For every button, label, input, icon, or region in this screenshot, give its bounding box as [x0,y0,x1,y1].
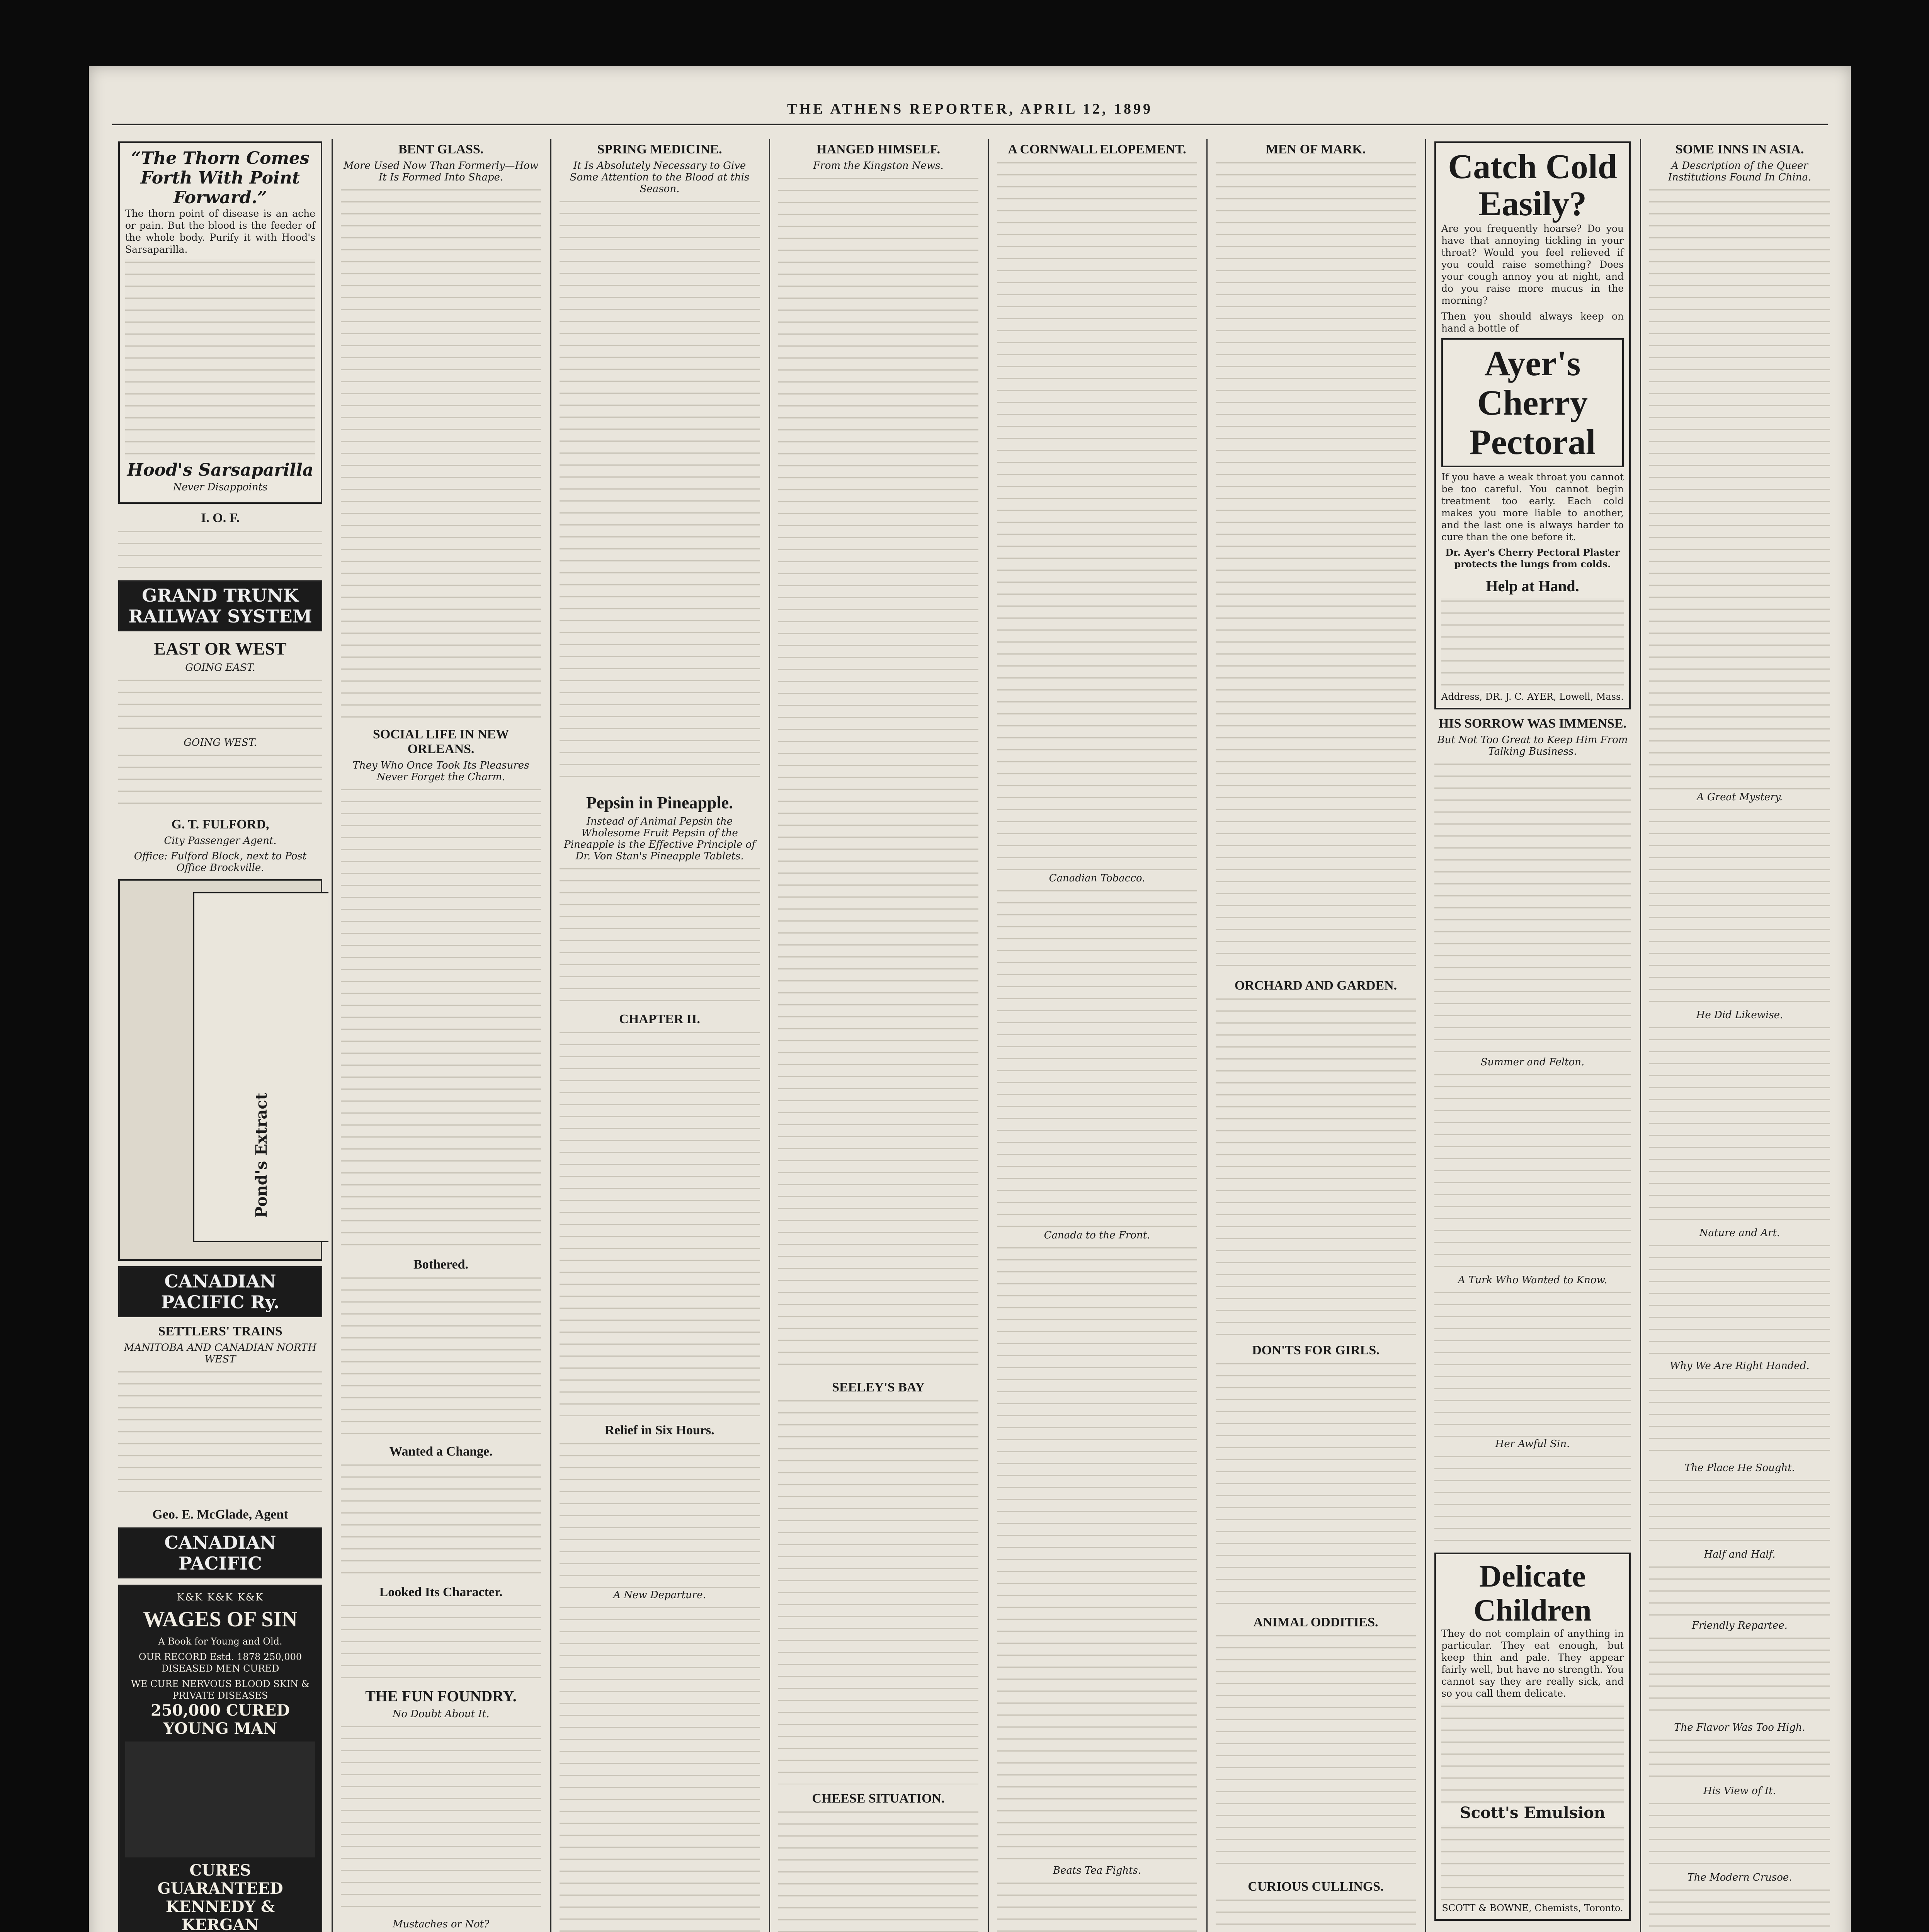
flavor-body [1649,1737,1830,1784]
bent-glass-sub: More Used Now Than Formerly—How It Is Formed Into Shape. [343,160,539,183]
no-doubt-body [341,1724,541,1917]
repartee-head: Friendly Repartee. [1692,1620,1788,1631]
summer-felton-body [1434,1072,1631,1273]
hanged-himself-sub: From the Kingston News. [813,160,944,172]
canadian-pacific-banner: CANADIAN PACIFIC Ry. [118,1266,322,1317]
column-6 [1209,135,1422,1932]
hanged-himself-body [778,175,978,1373]
ponds-label: Pond's Extract [252,1092,270,1218]
rule-1 [332,139,333,1932]
his-view-head: His View of It. [1703,1785,1776,1797]
his-view-body [1649,1801,1830,1870]
right-handed-body [1649,1376,1830,1461]
ayers-address: Address, DR. J. C. AYER, Lowell, Mass. [1441,691,1624,702]
canadian-pacific-banner-2: CANADIAN PACIFIC [118,1527,322,1578]
hanged-himself-head: HANGED HIMSELF. [817,142,940,156]
delicate-text: They do not complain of anything in particular. They eat enough, but keep thin and pale. They appear fairly well, but have no strength. You cannot say they are really sick, and so you call them delicate. [1441,1628,1624,1699]
nature-art-head: Nature and Art. [1699,1227,1780,1239]
east-or-west: EAST OR WEST [154,639,287,658]
column-5 [991,135,1203,1932]
rule-2 [550,139,551,1932]
cornwall-body [997,160,1197,871]
settlers-body [118,1369,322,1500]
column-1 [112,135,328,1932]
ayers-text: If you have a weak throat you cannot be too careful. You cannot begin treatment too early. Each cold makes you more liable to another, and the last one is always harder to cure than the one before it. [1441,471,1624,543]
scotts-logo: Scott's Emulsion [1460,1804,1606,1822]
book-line: A Book for Young and Old. [158,1636,282,1647]
looked-character-body [341,1603,541,1680]
settlers-ad [118,1324,322,1522]
did-likewise-head: He Did Likewise. [1696,1009,1783,1021]
crusoe-head: The Modern Crusoe. [1687,1872,1792,1883]
curious-cullings-head: CURIOUS CULLINGS. [1248,1879,1384,1894]
relief-body [560,1441,760,1588]
ayers-ad [1434,141,1631,709]
rule-4 [988,139,989,1932]
newspaper-page [89,66,1851,1932]
tea-fights-body [997,1880,1197,1932]
spring-medicine-body [560,199,760,786]
awful-sin-head: Her Awful Sin. [1495,1438,1570,1450]
new-departure-body [560,1605,760,1932]
wanted-change-head: Wanted a Change. [389,1444,493,1459]
sorrow-sub: But Not Too Great to Keep Him From Talking Business. [1437,734,1628,757]
catch-cold-question: Then you should always keep on hand a bottle of [1441,311,1624,334]
canada-front-body [997,1245,1197,1863]
kennedy-name: KENNEDY & KERGAN [165,1898,275,1932]
wages-of-sin: WAGES OF SIN [143,1607,298,1631]
bent-glass-body [341,187,541,720]
west-times [118,752,322,810]
cured-count: 250,000 CURED [151,1701,290,1719]
tobacco-head: Canadian Tobacco. [1049,872,1145,884]
sorrow-head: HIS SORROW WAS IMMENSE. [1438,716,1627,731]
great-mystery-head: A Great Mystery. [1696,791,1783,803]
hoods-intro: The thorn point of disease is an ache or pain. But the blood is the feeder of the whole body. Purify it with Hood's Sarsaparilla. [125,208,315,255]
seeleys-bay-body [778,1398,978,1784]
pepsin-sub: Instead of Animal Pepsin the Wholesome Fruit Pepsin of the Pineapple is the Effective Principle of Dr. Von Stan's Pineapple Tablets. [564,816,755,862]
help-body [1441,598,1624,691]
crusoe-body [1649,1887,1830,1932]
no-doubt-head: No Doubt About It. [392,1708,490,1720]
going-east: GOING EAST. [185,662,255,673]
new-orleans-body [341,787,541,1250]
page-header: THE ATHENS REPORTER, APRIL 12, 1899 [787,101,1153,117]
donts-head: DON'TS FOR GIRLS. [1252,1343,1380,1357]
rule-7 [1640,139,1641,1932]
canada-front-head: Canada to the Front. [1044,1230,1150,1241]
cornwall-head: A CORNWALL ELOPEMENT. [1008,142,1186,156]
animal-oddities-body [1216,1633,1416,1872]
going-west: GOING WEST. [184,737,257,748]
grand-trunk-banner: GRAND TRUNK RAILWAY SYSTEM [118,580,322,631]
relief-head: Relief in Six Hours. [605,1423,714,1437]
cures-guaranteed: CURES GUARANTEED [157,1861,283,1898]
great-mystery-body [1649,807,1830,1008]
scotts-body [1441,1703,1624,1804]
bothered-head: Bothered. [413,1257,468,1272]
we-cure-box: WE CURE NERVOUS BLOOD SKIN & PRIVATE DISEASES [131,1679,310,1701]
inns-asia-sub: A Description of the Queer Institutions Found In China. [1668,160,1812,183]
flavor-head: The Flavor Was Too High. [1674,1722,1805,1733]
header-rule [112,124,1828,125]
chapter-ii-head: CHAPTER II. [619,1012,700,1026]
ponds-extract-ad [118,879,322,1261]
catch-cold-headline: Catch Cold Easily? [1448,148,1617,223]
turk-body [1434,1290,1631,1437]
did-likewise-body [1649,1025,1830,1226]
men-of-mark-body [1216,160,1416,971]
mustaches-head: Mustaches or Not? [392,1918,490,1930]
place-sought-body [1649,1478,1830,1547]
new-departure-head: A New Departure. [613,1589,706,1601]
nature-art-body [1649,1243,1830,1359]
half-half-body [1649,1564,1830,1618]
bent-glass-head: BENT GLASS. [398,142,484,156]
settlers-trains: SETTLERS' TRAINS [158,1324,282,1338]
cheese-body [778,1809,978,1932]
hoods-headline: “The Thorn Comes Forth With Point Forward.” [131,148,310,207]
sorrow-body [1434,761,1631,1055]
hoods-body [125,259,315,460]
pepsin-body [560,866,760,1005]
spring-medicine-sub: It Is Absolutely Necessary to Give Some Attention to the Blood at this Season. [570,160,750,195]
bothered-body [341,1275,541,1437]
east-times [118,677,322,735]
men-of-mark-head: MEN OF MARK. [1266,142,1366,156]
pepsin-head: Pepsin in Pineapple. [586,793,733,812]
ponds-bottle [193,892,328,1242]
column-8 [1643,135,1836,1932]
repartee-body [1649,1635,1830,1720]
iof-body [118,529,322,575]
scotts-body-2 [1441,1825,1624,1902]
young-man: YOUNG MAN [163,1719,277,1738]
inns-asia-body [1649,187,1830,790]
new-orleans-head: SOCIAL LIFE IN NEW ORLEANS. [373,727,509,756]
right-handed-head: Why We Are Right Handed. [1670,1360,1810,1372]
place-sought-head: The Place He Sought. [1684,1462,1795,1474]
fun-foundry-head: THE FUN FOUNDRY. [365,1687,517,1705]
help-at-hand: Help at Hand. [1486,577,1579,595]
ayers-logo: Ayer's Cherry Pectoral [1441,338,1624,467]
rule-3 [769,139,770,1932]
half-half-head: Half and Half. [1704,1549,1776,1560]
kennedy-kergan-ad [118,1585,322,1932]
cheese-head: CHEESE SITUATION. [812,1791,945,1806]
mcglade-agent: Geo. E. McGlade, Agent [152,1507,288,1522]
hoods-logo: Hood's Sarsaparilla [127,460,314,480]
column-7 [1428,135,1637,1932]
record-box: OUR RECORD Estd. 1878 250,000 DISEASED MEN CURED [138,1651,302,1674]
column-2 [335,135,547,1932]
scotts-address: SCOTT & BOWNE, Chemists, Toronto. [1442,1903,1623,1913]
awful-sin-body [1434,1454,1631,1546]
curious-cullings-body [1216,1897,1416,1932]
agent-title: City Passenger Agent. [164,835,277,847]
new-orleans-sub: They Who Once Took Its Pleasures Never Forget the Charm. [352,760,529,783]
kk-border: K&K K&K K&K [177,1592,264,1603]
tobacco-body [997,888,1197,1228]
column-3 [553,135,766,1932]
delicate-children: Delicate Children [1473,1560,1592,1628]
tea-fights-head: Beats Tea Fights. [1053,1865,1141,1876]
wanted-change-body [341,1462,541,1578]
turk-head: A Turk Who Wanted to Know. [1458,1274,1608,1286]
hoods-ad [118,141,322,504]
agent-office: Office: Fulford Block, next to Post Office Brockville. [134,850,307,874]
looked-character-head: Looked Its Character. [379,1585,503,1599]
kk-body [125,1742,315,1857]
hoods-tagline: Never Disappoints [173,481,268,493]
rule-6 [1425,139,1426,1932]
manitoba: MANITOBA AND CANADIAN NORTH WEST [124,1342,317,1365]
rule-5 [1206,139,1208,1932]
animal-oddities-head: ANIMAL ODDITIES. [1253,1615,1378,1629]
chapter-ii-body [560,1030,760,1416]
spring-medicine-head: SPRING MEDICINE. [597,142,722,156]
donts-body [1216,1361,1416,1608]
agent-name: G. T. FULFORD, [171,817,269,832]
iof-heading: I. O. F. [201,511,240,525]
seeleys-bay-head: SEELEY'S BAY [832,1380,925,1395]
column-4 [772,135,985,1932]
plaster-line: Dr. Ayer's Cherry Pectoral Plaster protects the lungs from colds. [1445,547,1620,570]
orchard-head: ORCHARD AND GARDEN. [1234,978,1397,993]
orchard-body [1216,996,1416,1336]
catch-cold-text: Are you frequently hoarse? Do you have that annoying tickling in your throat? Would you feel relieved if you could raise something? Does your cough annoy you at night, and do you raise more mucus in the morning? [1441,223,1624,306]
summer-felton-head: Summer and Felton. [1480,1056,1585,1068]
inns-asia-head: SOME INNS IN ASIA. [1675,142,1804,156]
scotts-emulsion-ad [1434,1553,1631,1921]
